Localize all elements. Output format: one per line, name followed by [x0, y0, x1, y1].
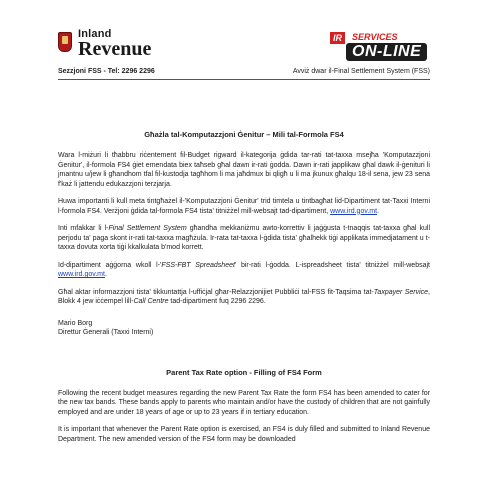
- maltese-paragraph-4-text-b: ' bir-rati l-ġodda. L-ispreadsheet tista' titniżżel mill-websajt: [234, 261, 430, 269]
- signatory-title: Direttur Ġenerali (Taxxi Interni): [58, 329, 154, 336]
- logo-revenue-text: Revenue: [78, 38, 152, 60]
- english-paragraph-2: It is important that whenever the Parent Rate option is exercised, an FS4 is duly filled and submitted to Inland Revenue Department. The new amended version of the FS4 form may be downloaded: [58, 426, 430, 443]
- call-centre-term: Call Centre: [133, 298, 169, 305]
- maltese-section-title: Għażla tal-Komputazzjoni Ġenitur – Mili tal-Formola FS4: [144, 130, 344, 139]
- ir-badge: IR: [330, 32, 345, 44]
- ird-website-link-2[interactable]: www.ird.gov.mt: [58, 271, 105, 278]
- maltese-paragraph-4: [58, 261, 430, 280]
- maltese-paragraph-1: Wara l-miżuri li tħabbru riċentement fil-Budget rigward il-kategorija ġdida tar-rati tat-taxxa msejħa 'Komputazzjoni Ġenitur', il-formola FS4 ġiet emendata biex taħseb għal dawn ir-rati ġodda. Dawn ir-rati japplikaw għal dawk il-ġenituri li jmantnu u/jew li għandhom tfal fil-kustodja tagħhom li ma jaħdmux bi qligħ u li ma jkunux għalqu 18-il sena, jew 23 sena f'każ li jattendu edukazzjoni terzjarja.: [58, 152, 430, 188]
- online-text: ON-LINE: [346, 43, 427, 61]
- fss-term: Final Settlement System: [108, 225, 187, 232]
- maltese-paragraph-2: [58, 197, 430, 216]
- ir-services-online-logo: [330, 32, 430, 62]
- maltese-paragraph-3-text-a: Inti mfakkar li l-: [58, 225, 109, 232]
- signature-block: [58, 319, 430, 338]
- fss-notice-title: Avviż dwar il-Final Settlement System (FSS): [292, 68, 430, 75]
- english-paragraph-1: Following the recent budget measures regarding the new Parent Tax Rate the form FS4 has been amended to cater for the new tax bands. These bands apply to parents who maintain and/or have the custody of children that are not gainfully employed and are under 18 years of age or up to 23 years if in tertiary education.: [58, 389, 430, 416]
- maltese-paragraph-3: [58, 224, 430, 253]
- maltese-paragraph-4-end: .: [104, 271, 107, 278]
- maltese-paragraph-5: [58, 288, 430, 307]
- taxpayer-service-term: Taxpayer Service: [373, 288, 429, 296]
- maltese-paragraph-5-text-c: tad-dipartiment fuq 2296 2296.: [168, 298, 266, 305]
- contact-line: Sezzjoni FSS - Tel: 2296 2296: [58, 68, 155, 75]
- maltese-paragraph-4-text-a: Id-dipartiment aġġorna wkoll l-': [58, 261, 162, 269]
- maltese-paragraph-3-text-b: għandha mekkaniżmu awto-korrettiv li jaġġusta t-tnaqqis tat-taxxa għal kull perjodu ta' paga skont ir-rati tat-taxxa magħżula. Ir-rata tat-taxxa l-ġdida tista' għalhekk tiġi applikata immedjatament u t-taxxa dovuta xorta tiġi kkalkulata b'mod korrett.: [58, 225, 431, 251]
- english-section-title: Parent Tax Rate option - Filling of FS4 Form: [166, 367, 322, 377]
- spreadsheet-term: FSS-FBT Spreadsheet: [161, 261, 235, 269]
- signatory-name: Mario Borg: [58, 319, 93, 327]
- maltese-paragraph-5-text-b: , Blokk 4 jew iċċempel lill-: [58, 288, 430, 305]
- maltese-paragraph-5-text-a: Għal aktar informazzjoni tista' tikkuntattja l-uffiċjal għar-Relazzjonijiet Pubbliċi tal-FSS fit-Taqsima tat-: [58, 288, 374, 296]
- maltese-paragraph-2-text: Huwa importanti li kull meta tintgħażel il-'Komputazzjoni Ġenitur' trid timtela u tintbagħat lid-Dipartiment tat-Taxxi Interni l-formola FS4. Verżjoni ġdida tal-formola FS4 tista' titniżżel mill-websajt tad-dipartiment,: [58, 198, 430, 215]
- inland-revenue-logo: [58, 26, 168, 60]
- malta-crest-icon: [58, 32, 72, 52]
- services-text: SERVICES: [352, 32, 398, 42]
- document-body: [58, 130, 430, 452]
- logo-inland-text: Inland: [78, 28, 112, 40]
- maltese-paragraph-2-end: .: [377, 207, 379, 215]
- header-divider: [58, 79, 430, 80]
- ird-website-link[interactable]: www.ird.gov.mt: [330, 207, 378, 215]
